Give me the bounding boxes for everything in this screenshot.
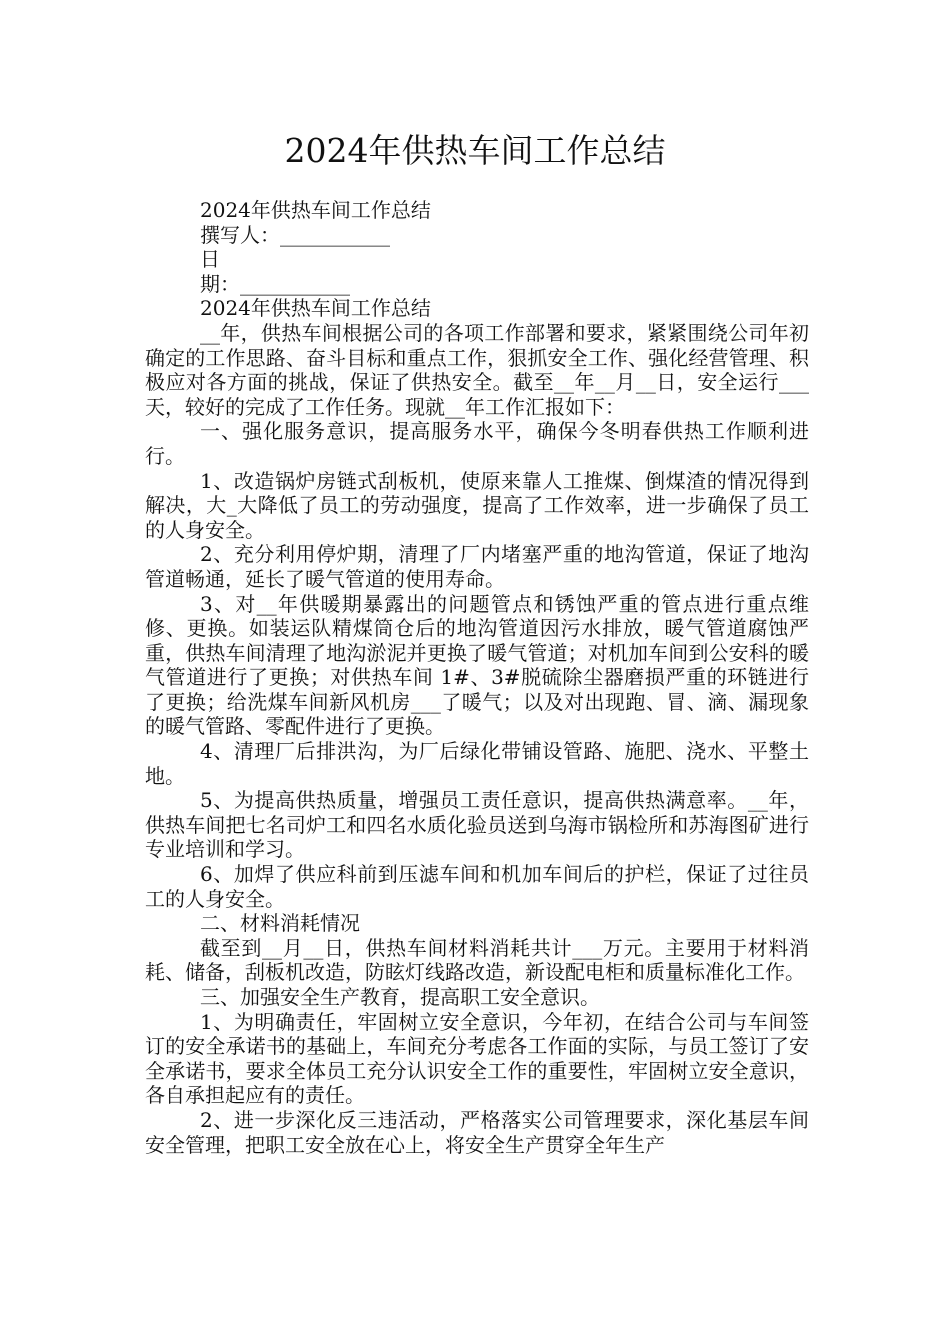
section-heading-repeat: 2024年供热车间工作总结 bbox=[200, 296, 431, 321]
paragraph-safety-2: 2、进一步深化反三违活动，严格落实公司管理要求，深化基层车间安全管理，把职工安全放在心上，将安全生产贯穿全年生产 bbox=[145, 1107, 809, 1157]
section-heading-3: 三、加强安全生产教育，提高职工安全意识。 bbox=[200, 985, 600, 1009]
paragraph-item-4: 4、清理厂后排洪沟，为厂后绿化带铺设管路、施肥、浇水、平整土地。 bbox=[145, 739, 809, 788]
document-body bbox=[145, 198, 809, 1157]
paragraph-safety-1: 1、为明确责任，牢固树立安全意识，今年初，在结合公司与车间签订的安全承诺书的基础上，车间充分考虑各工作面的实际，与员工签订了安全承诺书，要求全体员工充分认识安全工作的重要性，牢固树立安全意识，各自承担起应有的责任。 bbox=[145, 1009, 809, 1108]
author-line: 撰写人：___________ bbox=[200, 222, 390, 247]
document-subtitle: 2024年供热车间工作总结 bbox=[200, 198, 431, 222]
date-line-label: 日 bbox=[200, 247, 220, 272]
paragraph-item-2: 2、充分利用停炉期，清理了厂内堵塞严重的地沟管道，保证了地沟管道畅通，延长了暖气管道的使用寿命。 bbox=[145, 542, 809, 591]
paragraph-item-6: 6、加焊了供应科前到压滤车间和机加车间后的护栏，保证了过往员工的人身安全。 bbox=[145, 862, 809, 911]
paragraph-item-5: 5、为提高供热质量，增强员工责任意识，提高供热满意率。__年，供热车间把七名司炉工和四名水质化验员送到乌海市锅检所和苏海图矿进行专业培训和学习。 bbox=[145, 788, 809, 862]
paragraph-item-3: 3、对__年供暖期暴露出的问题管点和锈蚀严重的管点进行重点维修、更换。如装运队精煤筒仓后的地沟管道因污水排放，暖气管道腐蚀严重，供热车间清理了地沟淤泥并更换了暖气管道；对机加车间到公安科的暖气管道进行了更换；对供热车间 1#、3#脱硫除尘器磨损严重的环链进行了更换；给洗煤车间新风机房___了暖气；以及对出现跑、冒、滴、漏现象的暖气管路、零配件进行了更换。 bbox=[145, 591, 809, 739]
paragraph-item-1: 1、改造锅炉房链式刮板机，使原来靠人工推煤、倒煤渣的情况得到解决，大_大降低了员工的劳动强度，提高了工作效率，进一步确保了员工的人身安全。 bbox=[145, 468, 809, 542]
paragraph-materials: 截至到__月__日，供热车间材料消耗共计___万元。主要用于材料消耗、储备，刮板机改造，防眩灯线路改造，新设配电柜和质量标准化工作。 bbox=[145, 935, 809, 985]
date-line-value: 期：___________ bbox=[200, 271, 350, 296]
paragraph-intro: __年，供热车间根据公司的各项工作部署和要求，紧紧围绕公司年初确定的工作思路、奋斗目标和重点工作，狠抓安全工作、强化经营管理、积极应对各方面的挑战，保证了供热安全。截至__年__月__日，安全运行___天，较好的完成了工作任务。现就__年工作汇报如下： bbox=[145, 320, 809, 419]
section-heading-1: 一、强化服务意识，提高服务水平，确保今冬明春供热工作顺利进行。 bbox=[145, 419, 809, 468]
document-title: 2024年供热车间工作总结 bbox=[284, 131, 666, 170]
section-heading-2: 二、材料消耗情况 bbox=[200, 911, 360, 936]
